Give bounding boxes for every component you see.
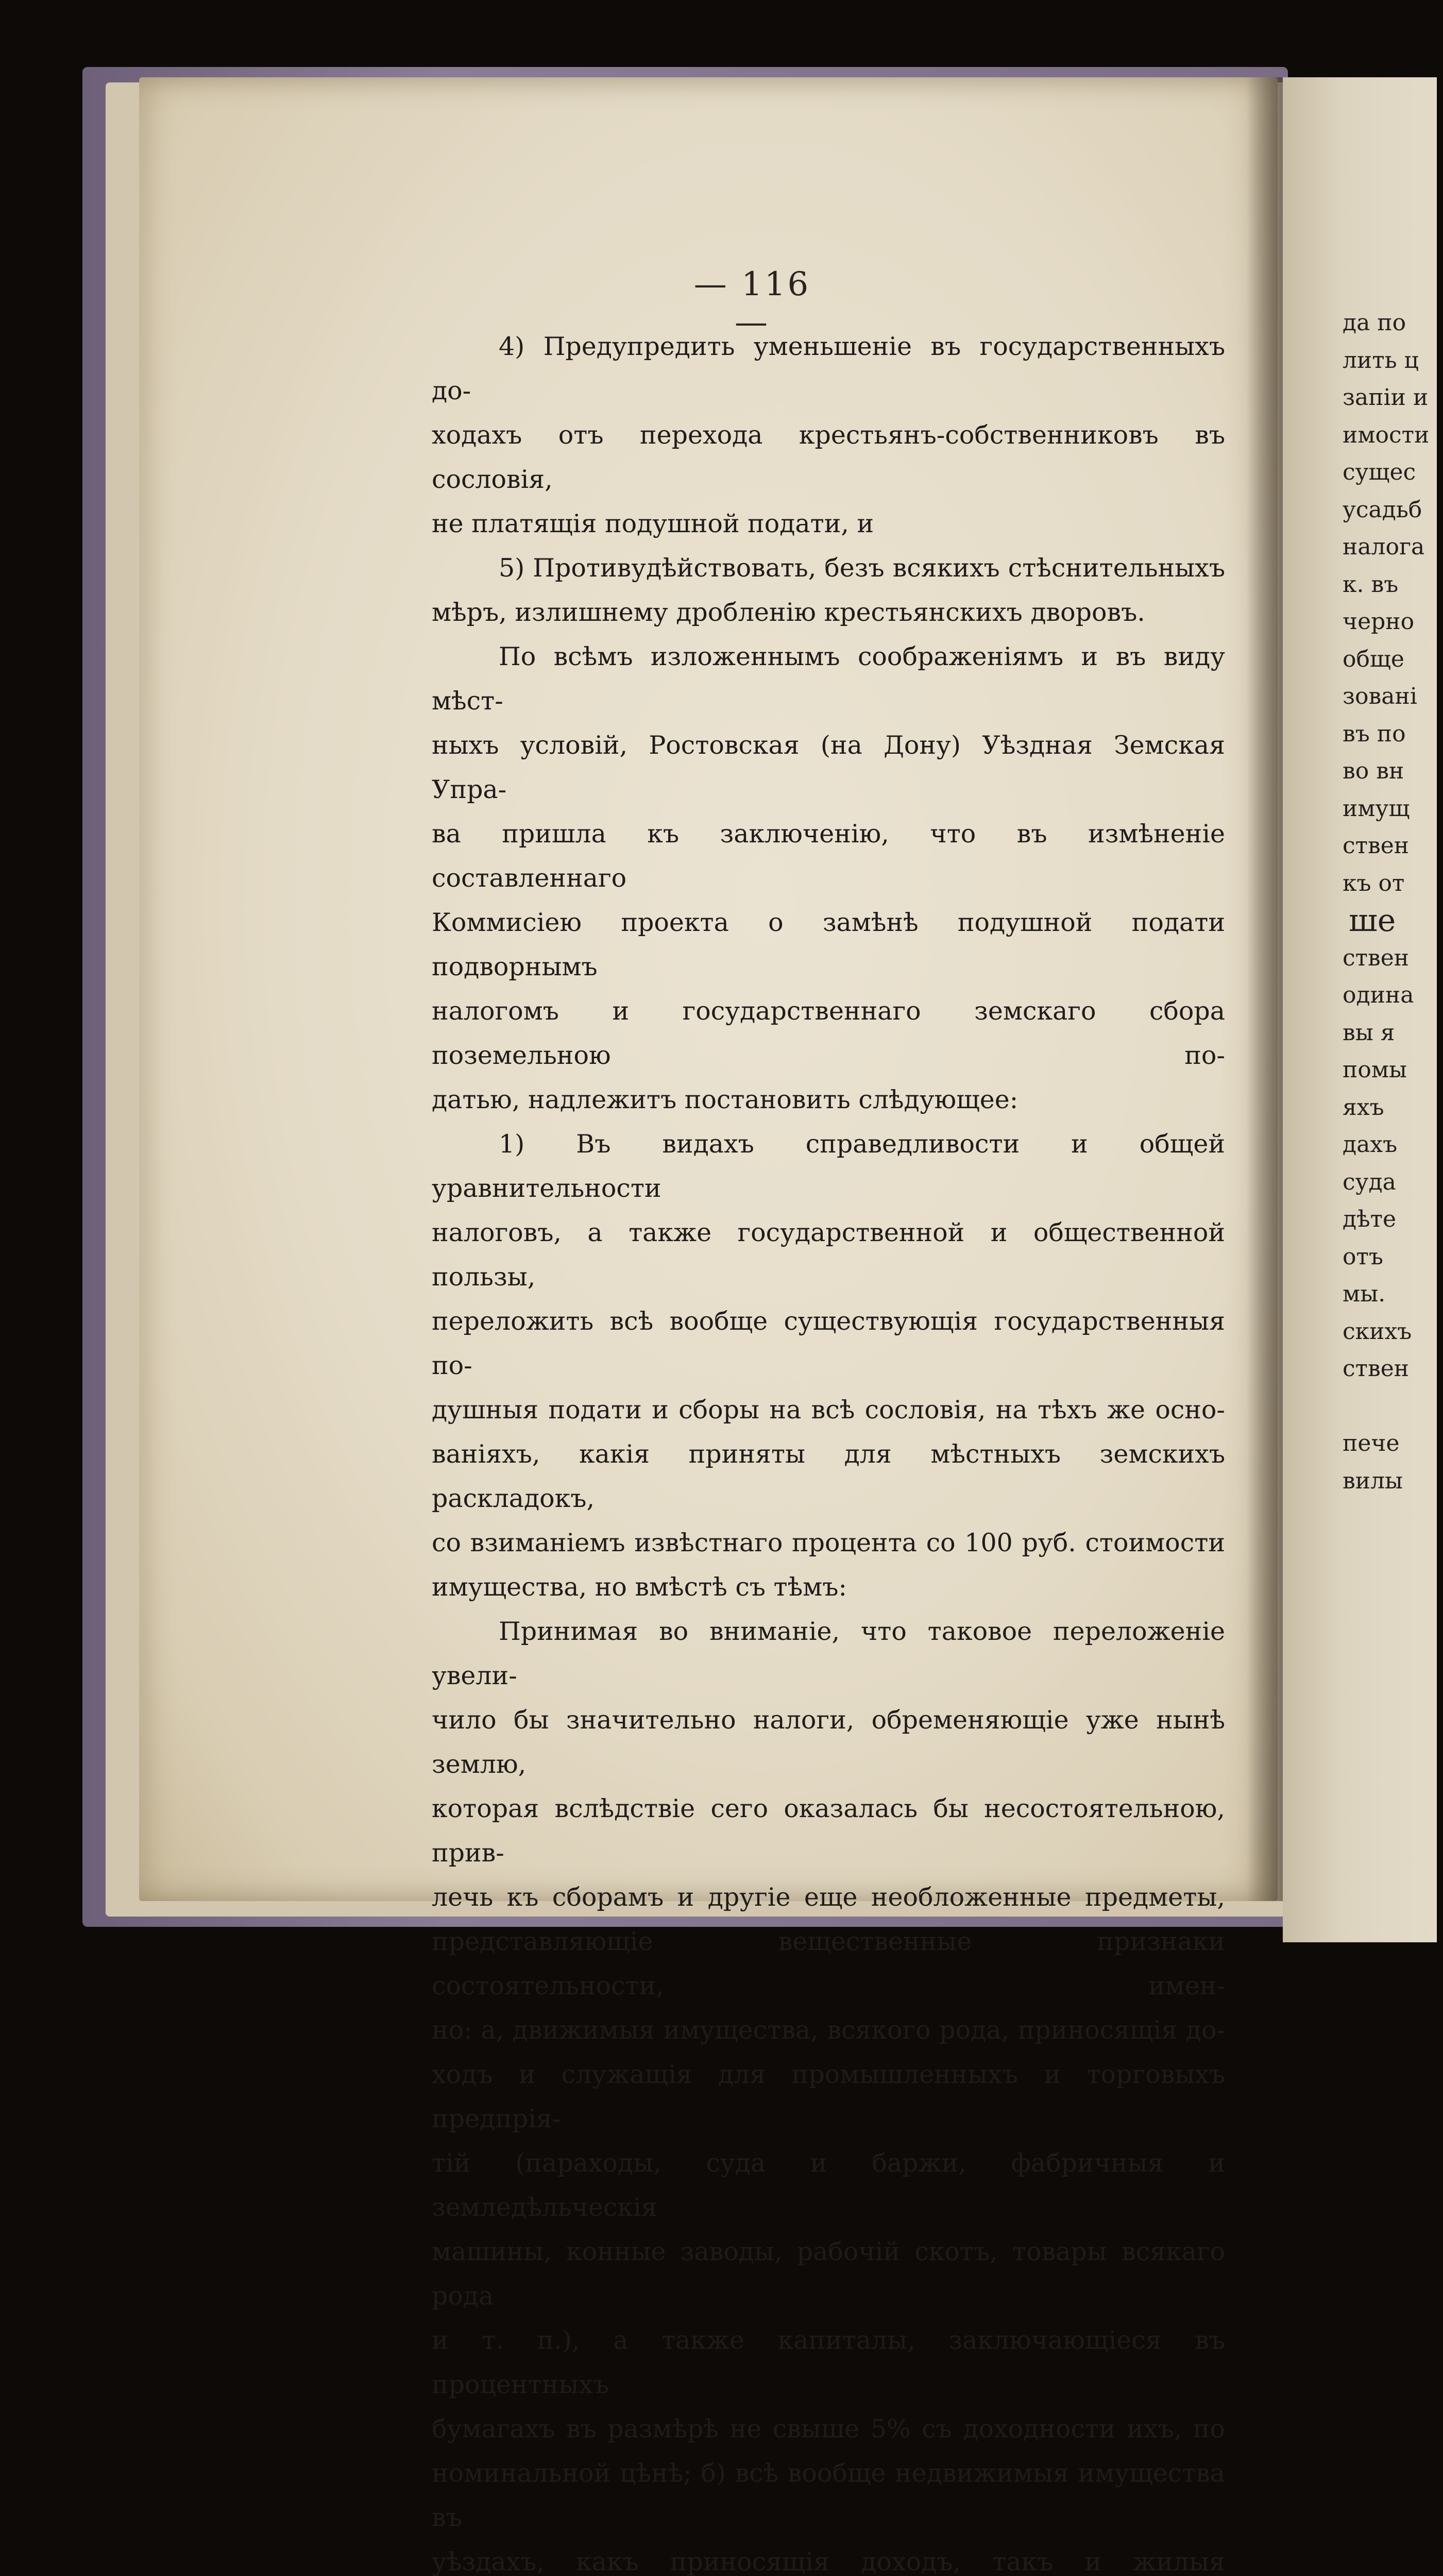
text-line: переложить всѣ вообще существующія государственныя по- — [432, 1307, 1225, 1380]
facing-page-fragment: ствен — [1343, 944, 1410, 971]
text-line: ваніяхъ, какія приняты для мѣстныхъ земскихъ раскладокъ, — [432, 1439, 1225, 1513]
facing-page-fragment: ствен — [1343, 833, 1410, 859]
text-line: душныя подати и сборы на всѣ сословія, на тѣхъ же осно- — [432, 1395, 1225, 1425]
text-line: ходъ и служащія для промышленныхъ и торговыхъ предпрія- — [432, 2060, 1225, 2133]
text-line: представляющіе вещественные признаки состоятельности, имен- — [432, 1927, 1225, 2001]
facing-page-fragment: отъ — [1343, 1243, 1383, 1270]
facing-page-fragment: зовані — [1343, 683, 1417, 709]
text-line: тій (параходы, суда и баржи, фабричныя и земледѣльческія — [432, 2148, 1225, 2222]
facing-page-fragment: усадьб — [1343, 496, 1422, 523]
facing-page-fragment: ствен — [1343, 1355, 1410, 1382]
facing-page-fragment: ше — [1349, 903, 1396, 939]
text-line: ходахъ отъ перехода крестьянъ-собственниковъ въ сословія, — [432, 420, 1225, 494]
facing-page-fragment: вы я — [1343, 1019, 1395, 1046]
text-line: Принимая во вниманіе, что таковое переложеніе увели- — [432, 1617, 1225, 1690]
text-line: номинальной цѣнѣ; б) всѣ вообще недвижимыя имущества въ — [432, 2459, 1225, 2532]
text-line: лечь къ сборамъ и другіе еще необложенные предметы, — [432, 1883, 1225, 1912]
text-line: но: а, движимыя имущества, всякого рода, приносящія до- — [432, 2015, 1225, 2045]
text-line: которая вслѣдствіе сего оказалась бы несостоятельною, прив- — [432, 1794, 1225, 1868]
facing-page-fragment: запіи и — [1343, 384, 1429, 411]
text-line: налогомъ и государственнаго земскаго сбора поземельною по- — [432, 996, 1225, 1070]
facing-page-fragment: помы — [1343, 1057, 1407, 1083]
facing-page-fragment: имущ — [1343, 795, 1410, 822]
facing-page-fragment: налога — [1343, 534, 1425, 560]
facing-page-fragment: скихъ — [1343, 1318, 1412, 1345]
facing-page-fragment: мы. — [1343, 1281, 1386, 1307]
facing-page-fragment: сущес — [1343, 459, 1416, 485]
facing-page-fragment: дахъ — [1343, 1131, 1398, 1158]
page-number: — 116 — — [693, 265, 811, 342]
text-line: имущества, но вмѣстѣ съ тѣмъ: — [432, 1572, 847, 1602]
text-line: По всѣмъ изложеннымъ соображеніямъ и въ виду мѣст- — [432, 642, 1225, 716]
facing-page-fragment: во вн — [1343, 758, 1404, 784]
facing-page-fragment: к. въ — [1343, 571, 1399, 598]
text-line: налоговъ, а также государственной и общественной пользы, — [432, 1218, 1225, 1292]
text-line: не платящія подушной подати, и — [432, 509, 874, 538]
text-line: машины, конные заводы, рабочій скотъ, товары всякаго рода — [432, 2237, 1225, 2311]
text-line: 5) Противудѣйствовать, безъ всякихъ стѣснительныхъ — [499, 553, 1225, 583]
text-line: Коммисіею проекта о замѣнѣ подушной подати подворнымъ — [432, 908, 1225, 981]
facing-page-fragment: яхъ — [1343, 1094, 1384, 1121]
text-line: бумагахъ въ размѣрѣ не свыше 5% съ доходности ихъ, по — [432, 2414, 1225, 2444]
book-gutter — [1247, 77, 1283, 1901]
facing-page-fragment: вилы — [1343, 1467, 1403, 1494]
text-line: датью, надлежитъ постановить слѣдующее: — [432, 1085, 1018, 1114]
facing-page-fragment: имости — [1343, 421, 1430, 448]
facing-page-fragment: обще — [1343, 646, 1404, 672]
text-line: 1) Въ видахъ справедливости и общей уравнительности — [432, 1129, 1225, 1203]
facing-page-fragment: къ от — [1343, 870, 1405, 896]
facing-page-fragment: пече — [1343, 1430, 1400, 1456]
facing-page-fragment: дѣте — [1343, 1206, 1397, 1232]
text-line: ныхъ условій, Ростовская (на Дону) Уѣздная Земская Упра- — [432, 731, 1225, 804]
facing-page-fragment: да по — [1343, 310, 1406, 336]
page-body — [432, 325, 1225, 2576]
facing-page-fragment: въ по — [1343, 720, 1406, 747]
facing-page-fragment: черно — [1343, 608, 1415, 635]
text-line: уѣздахъ, какъ приносящія доходъ, такъ и жилыя — [432, 2547, 1225, 2576]
text-line: ва пришла къ заключенію, что въ измѣненіе составленнаго — [432, 819, 1225, 893]
text-line: со взиманіемъ извѣстнаго процента со 100 руб. стоимости — [432, 1528, 1225, 1557]
facing-page-fragment: одина — [1343, 982, 1414, 1008]
facing-page-fragment: суда — [1343, 1168, 1396, 1195]
text-line: чило бы значительно налоги, обременяющіе уже нынѣ землю, — [432, 1705, 1225, 1779]
text-line: и т. п.), а также капиталы, заключающіеся въ процентныхъ — [432, 2326, 1225, 2399]
facing-page-fragment: лить ц — [1343, 347, 1419, 374]
text-line: мѣръ, излишнему дробленію крестьянскихъ дворовъ. — [432, 598, 1145, 627]
text-line: 4) Предупредить уменьшеніе въ государственныхъ до- — [432, 332, 1225, 405]
